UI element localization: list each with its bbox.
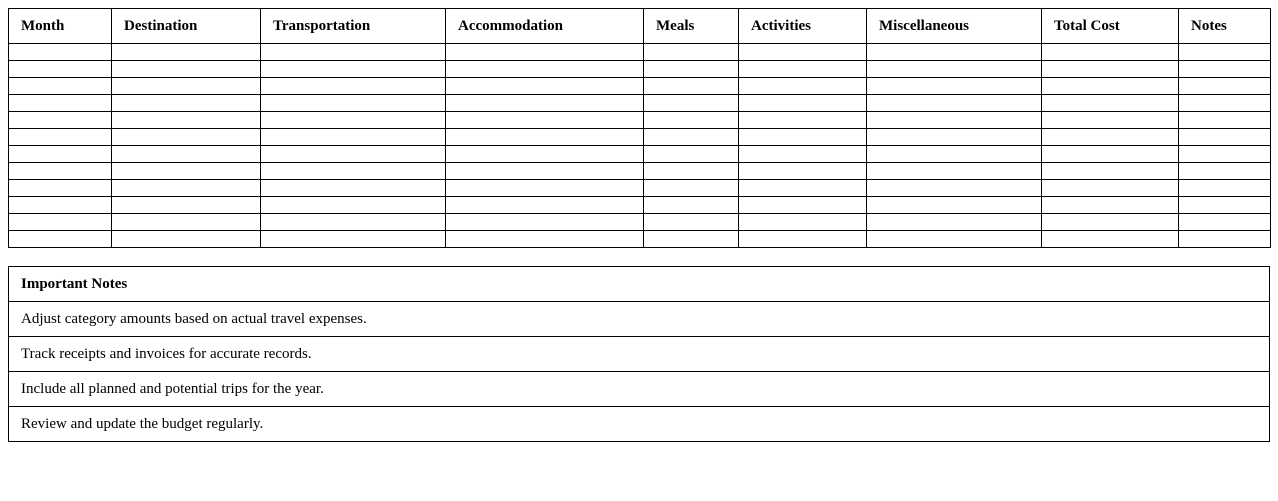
cell-accommodation[interactable]	[446, 231, 644, 248]
cell-transportation[interactable]	[261, 214, 446, 231]
cell-transportation[interactable]	[261, 44, 446, 61]
cell-accommodation[interactable]	[446, 163, 644, 180]
table-row	[9, 44, 1271, 61]
cell-accommodation[interactable]	[446, 129, 644, 146]
travel-budget-table	[8, 8, 1271, 248]
cell-month[interactable]	[9, 61, 112, 78]
cell-accommodation[interactable]	[446, 78, 644, 95]
header-transportation: Transportation	[261, 9, 446, 44]
cell-meals[interactable]	[644, 95, 739, 112]
cell-month[interactable]	[9, 146, 112, 163]
cell-total-cost[interactable]	[1042, 163, 1179, 180]
cell-month[interactable]	[9, 112, 112, 129]
cell-activities[interactable]	[739, 231, 867, 248]
cell-notes[interactable]	[1179, 44, 1271, 61]
cell-destination[interactable]	[112, 180, 261, 197]
cell-transportation[interactable]	[261, 231, 446, 248]
table-row	[9, 231, 1271, 248]
cell-month[interactable]	[9, 197, 112, 214]
cell-miscellaneous[interactable]	[867, 129, 1042, 146]
cell-miscellaneous[interactable]	[867, 78, 1042, 95]
cell-meals[interactable]	[644, 61, 739, 78]
cell-total-cost[interactable]	[1042, 146, 1179, 163]
cell-notes[interactable]	[1179, 61, 1271, 78]
notes-title: Important Notes	[9, 267, 1270, 302]
cell-month[interactable]	[9, 78, 112, 95]
cell-transportation[interactable]	[261, 95, 446, 112]
cell-destination[interactable]	[112, 163, 261, 180]
cell-miscellaneous[interactable]	[867, 61, 1042, 78]
cell-notes[interactable]	[1179, 163, 1271, 180]
note-item: Review and update the budget regularly.	[9, 407, 1270, 442]
cell-accommodation[interactable]	[446, 95, 644, 112]
cell-notes[interactable]	[1179, 197, 1271, 214]
cell-activities[interactable]	[739, 78, 867, 95]
cell-meals[interactable]	[644, 197, 739, 214]
cell-activities[interactable]	[739, 61, 867, 78]
note-row	[9, 407, 1270, 442]
note-item: Adjust category amounts based on actual travel expenses.	[9, 302, 1270, 337]
table-row	[9, 214, 1271, 231]
cell-notes[interactable]	[1179, 112, 1271, 129]
cell-accommodation[interactable]	[446, 44, 644, 61]
header-destination: Destination	[112, 9, 261, 44]
cell-notes[interactable]	[1179, 214, 1271, 231]
cell-destination[interactable]	[112, 146, 261, 163]
cell-total-cost[interactable]	[1042, 197, 1179, 214]
cell-meals[interactable]	[644, 44, 739, 61]
table-row	[9, 146, 1271, 163]
cell-activities[interactable]	[739, 95, 867, 112]
cell-total-cost[interactable]	[1042, 214, 1179, 231]
table-row	[9, 95, 1271, 112]
table-row	[9, 78, 1271, 95]
cell-miscellaneous[interactable]	[867, 112, 1042, 129]
cell-notes[interactable]	[1179, 231, 1271, 248]
budget-table-body	[9, 44, 1271, 248]
cell-total-cost[interactable]	[1042, 61, 1179, 78]
cell-total-cost[interactable]	[1042, 95, 1179, 112]
table-row	[9, 197, 1271, 214]
table-row	[9, 112, 1271, 129]
cell-accommodation[interactable]	[446, 61, 644, 78]
cell-month[interactable]	[9, 214, 112, 231]
notes-header-row	[9, 267, 1270, 302]
header-month: Month	[9, 9, 112, 44]
cell-notes[interactable]	[1179, 129, 1271, 146]
cell-miscellaneous[interactable]	[867, 180, 1042, 197]
table-row	[9, 163, 1271, 180]
cell-month[interactable]	[9, 163, 112, 180]
cell-destination[interactable]	[112, 112, 261, 129]
note-item: Track receipts and invoices for accurate records.	[9, 337, 1270, 372]
cell-destination[interactable]	[112, 197, 261, 214]
cell-meals[interactable]	[644, 163, 739, 180]
cell-notes[interactable]	[1179, 78, 1271, 95]
cell-miscellaneous[interactable]	[867, 163, 1042, 180]
cell-transportation[interactable]	[261, 163, 446, 180]
cell-total-cost[interactable]	[1042, 180, 1179, 197]
cell-notes[interactable]	[1179, 180, 1271, 197]
cell-total-cost[interactable]	[1042, 44, 1179, 61]
cell-activities[interactable]	[739, 112, 867, 129]
cell-transportation[interactable]	[261, 180, 446, 197]
cell-accommodation[interactable]	[446, 197, 644, 214]
cell-transportation[interactable]	[261, 129, 446, 146]
cell-activities[interactable]	[739, 146, 867, 163]
table-row	[9, 180, 1271, 197]
header-meals: Meals	[644, 9, 739, 44]
cell-activities[interactable]	[739, 197, 867, 214]
cell-transportation[interactable]	[261, 146, 446, 163]
cell-total-cost[interactable]	[1042, 231, 1179, 248]
cell-accommodation[interactable]	[446, 180, 644, 197]
cell-accommodation[interactable]	[446, 214, 644, 231]
cell-miscellaneous[interactable]	[867, 95, 1042, 112]
cell-activities[interactable]	[739, 163, 867, 180]
cell-accommodation[interactable]	[446, 146, 644, 163]
table-row	[9, 61, 1271, 78]
header-accommodation: Accommodation	[446, 9, 644, 44]
header-total-cost: Total Cost	[1042, 9, 1179, 44]
cell-month[interactable]	[9, 180, 112, 197]
cell-miscellaneous[interactable]	[867, 146, 1042, 163]
header-activities: Activities	[739, 9, 867, 44]
cell-total-cost[interactable]	[1042, 112, 1179, 129]
cell-month[interactable]	[9, 129, 112, 146]
cell-miscellaneous[interactable]	[867, 231, 1042, 248]
cell-meals[interactable]	[644, 78, 739, 95]
important-notes-table	[8, 266, 1270, 442]
cell-meals[interactable]	[644, 214, 739, 231]
cell-transportation[interactable]	[261, 61, 446, 78]
cell-destination[interactable]	[112, 44, 261, 61]
cell-month[interactable]	[9, 231, 112, 248]
cell-destination[interactable]	[112, 129, 261, 146]
cell-accommodation[interactable]	[446, 112, 644, 129]
cell-meals[interactable]	[644, 146, 739, 163]
cell-destination[interactable]	[112, 214, 261, 231]
cell-meals[interactable]	[644, 231, 739, 248]
table-row	[9, 129, 1271, 146]
cell-meals[interactable]	[644, 112, 739, 129]
cell-month[interactable]	[9, 44, 112, 61]
cell-destination[interactable]	[112, 95, 261, 112]
cell-notes[interactable]	[1179, 95, 1271, 112]
cell-activities[interactable]	[739, 180, 867, 197]
header-row	[9, 9, 1271, 44]
cell-activities[interactable]	[739, 44, 867, 61]
note-row	[9, 337, 1270, 372]
cell-transportation[interactable]	[261, 197, 446, 214]
note-row	[9, 372, 1270, 407]
cell-notes[interactable]	[1179, 146, 1271, 163]
cell-total-cost[interactable]	[1042, 129, 1179, 146]
cell-meals[interactable]	[644, 129, 739, 146]
cell-miscellaneous[interactable]	[867, 214, 1042, 231]
cell-total-cost[interactable]	[1042, 78, 1179, 95]
note-row	[9, 302, 1270, 337]
header-miscellaneous: Miscellaneous	[867, 9, 1042, 44]
cell-month[interactable]	[9, 95, 112, 112]
cell-destination[interactable]	[112, 231, 261, 248]
cell-miscellaneous[interactable]	[867, 44, 1042, 61]
cell-activities[interactable]	[739, 214, 867, 231]
cell-miscellaneous[interactable]	[867, 197, 1042, 214]
cell-transportation[interactable]	[261, 78, 446, 95]
header-notes: Notes	[1179, 9, 1271, 44]
cell-meals[interactable]	[644, 180, 739, 197]
note-item: Include all planned and potential trips for the year.	[9, 372, 1270, 407]
cell-destination[interactable]	[112, 78, 261, 95]
cell-transportation[interactable]	[261, 112, 446, 129]
cell-destination[interactable]	[112, 61, 261, 78]
cell-activities[interactable]	[739, 129, 867, 146]
